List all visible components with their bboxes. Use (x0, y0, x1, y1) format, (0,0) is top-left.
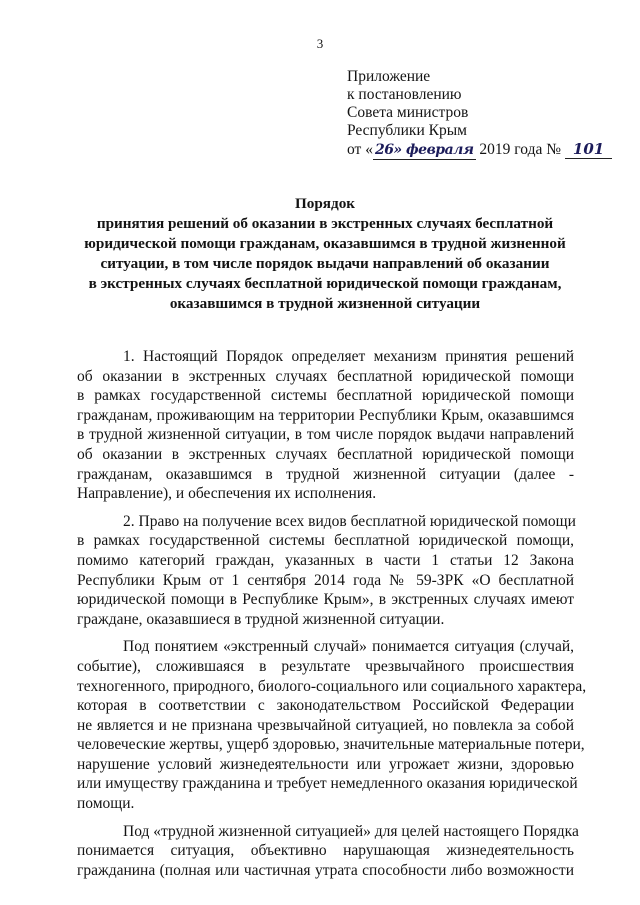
title-line: юридической помощи гражданам, оказавшимся в трудной жизненной (84, 235, 566, 252)
paragraph-line: или имуществу гражданина и требует немедленного оказания юридической (77, 775, 578, 793)
paragraph-line: 1. Настоящий Порядок определяет механизм принятия решений (123, 348, 574, 365)
paragraph-line: Под понятием «экстренный случай» понимается ситуация (случай, (123, 638, 574, 656)
annex-date-line (347, 140, 612, 160)
annex-line: Приложение (347, 68, 431, 85)
paragraph-line: в трудной жизненной ситуации, в том числе порядок выдачи направлений (77, 426, 574, 444)
annex-line: Республики Крым (347, 122, 467, 139)
annex-date-year: 2019 года № (475, 141, 565, 158)
handwritten-number: 101 (565, 140, 612, 159)
paragraph-gap (77, 504, 574, 512)
paragraph-line: помощи. (77, 795, 135, 813)
paragraph (77, 347, 574, 504)
paragraph (77, 637, 587, 813)
paragraph-line: 2. Право на получение всех видов бесплатной юридической помощи (123, 512, 576, 530)
paragraph-line: понимается ситуация, объективно нарушающая жизнедеятельность (77, 842, 574, 860)
paragraph-line: нарушение условий жизнедеятельности или угрожает жизни, здоровью (77, 755, 574, 773)
title-line: ситуации, в том числе порядок выдачи направлений об оказании (100, 255, 550, 272)
paragraph-line: гражданам, оказавшимся в трудной жизненной ситуации (далее - (77, 465, 574, 483)
paragraph-line: Направление), и обеспечения их исполнения. (77, 485, 377, 503)
paragraph-line: в рамках государственной системы бесплатной юридической помощи (77, 387, 574, 405)
paragraph-line: помимо категорий граждан, указанных в части 1 статьи 12 Закона (77, 551, 574, 569)
paragraph-line: Республики Крым от 1 сентября 2014 года № 59-ЗРК «О бесплатной (77, 571, 574, 589)
annex-line: к постановлению (347, 86, 462, 103)
paragraph-line: граждане, оказавшиеся в трудной жизненной ситуации. (77, 610, 445, 628)
paragraph (77, 512, 574, 630)
paragraph-line: техногенного, природного, биолого-социального или социального характера, (77, 677, 587, 695)
paragraph-line: об оказании в экстренных случаях бесплатной юридической помощи (77, 367, 574, 385)
paragraph-line: юридической помощи в Республике Крым», в экстренных случаях имеют (77, 591, 574, 609)
paragraph-line: в рамках государственной системы бесплатной юридической помощи, (77, 532, 574, 550)
title-line: в экстренных случаях бесплатной юридической помощи гражданам, (88, 275, 562, 292)
paragraph-line: Под «трудной жизненной ситуацией» для целей настоящего Порядка (123, 822, 579, 840)
page-number: 3 (316, 36, 324, 51)
paragraph-line: человеческие жертвы, ущерб здоровью, значительные материальные потери, (77, 736, 585, 754)
title-line: принятия решений об оказании в экстренных случаях бесплатной (96, 215, 554, 232)
paragraph-line: гражданам, проживающим на территории Республики Крым, оказавшимся (77, 406, 574, 424)
paragraph-line: которая в соответствии с законодательством Российской Федерации (77, 697, 574, 715)
annex-line: Совета министров (347, 104, 469, 121)
handwritten-date: 26» февраля (374, 142, 474, 158)
paragraph-line: гражданина (полная или частичная утрата способности либо возможности (77, 861, 574, 879)
document-title (70, 194, 580, 314)
paragraph-line: об оказании в экстренных случаях бесплатной юридической помощи (77, 445, 574, 463)
document-body (77, 347, 587, 880)
annex-header (347, 68, 612, 160)
paragraph-gap (77, 629, 574, 637)
paragraph-line: событие), сложившаяся в результате чрезвычайного происшествия (77, 657, 574, 675)
paragraph-line: не является и не признана чрезвычайной ситуацией, но повлекла за собой (77, 716, 574, 734)
paragraph (77, 822, 579, 881)
title-line: оказавшимся в трудной жизненной ситуации (169, 295, 481, 312)
annex-date-prefix: от « (347, 141, 373, 158)
paragraph-gap (77, 814, 574, 822)
title-line: Порядок (294, 195, 356, 212)
